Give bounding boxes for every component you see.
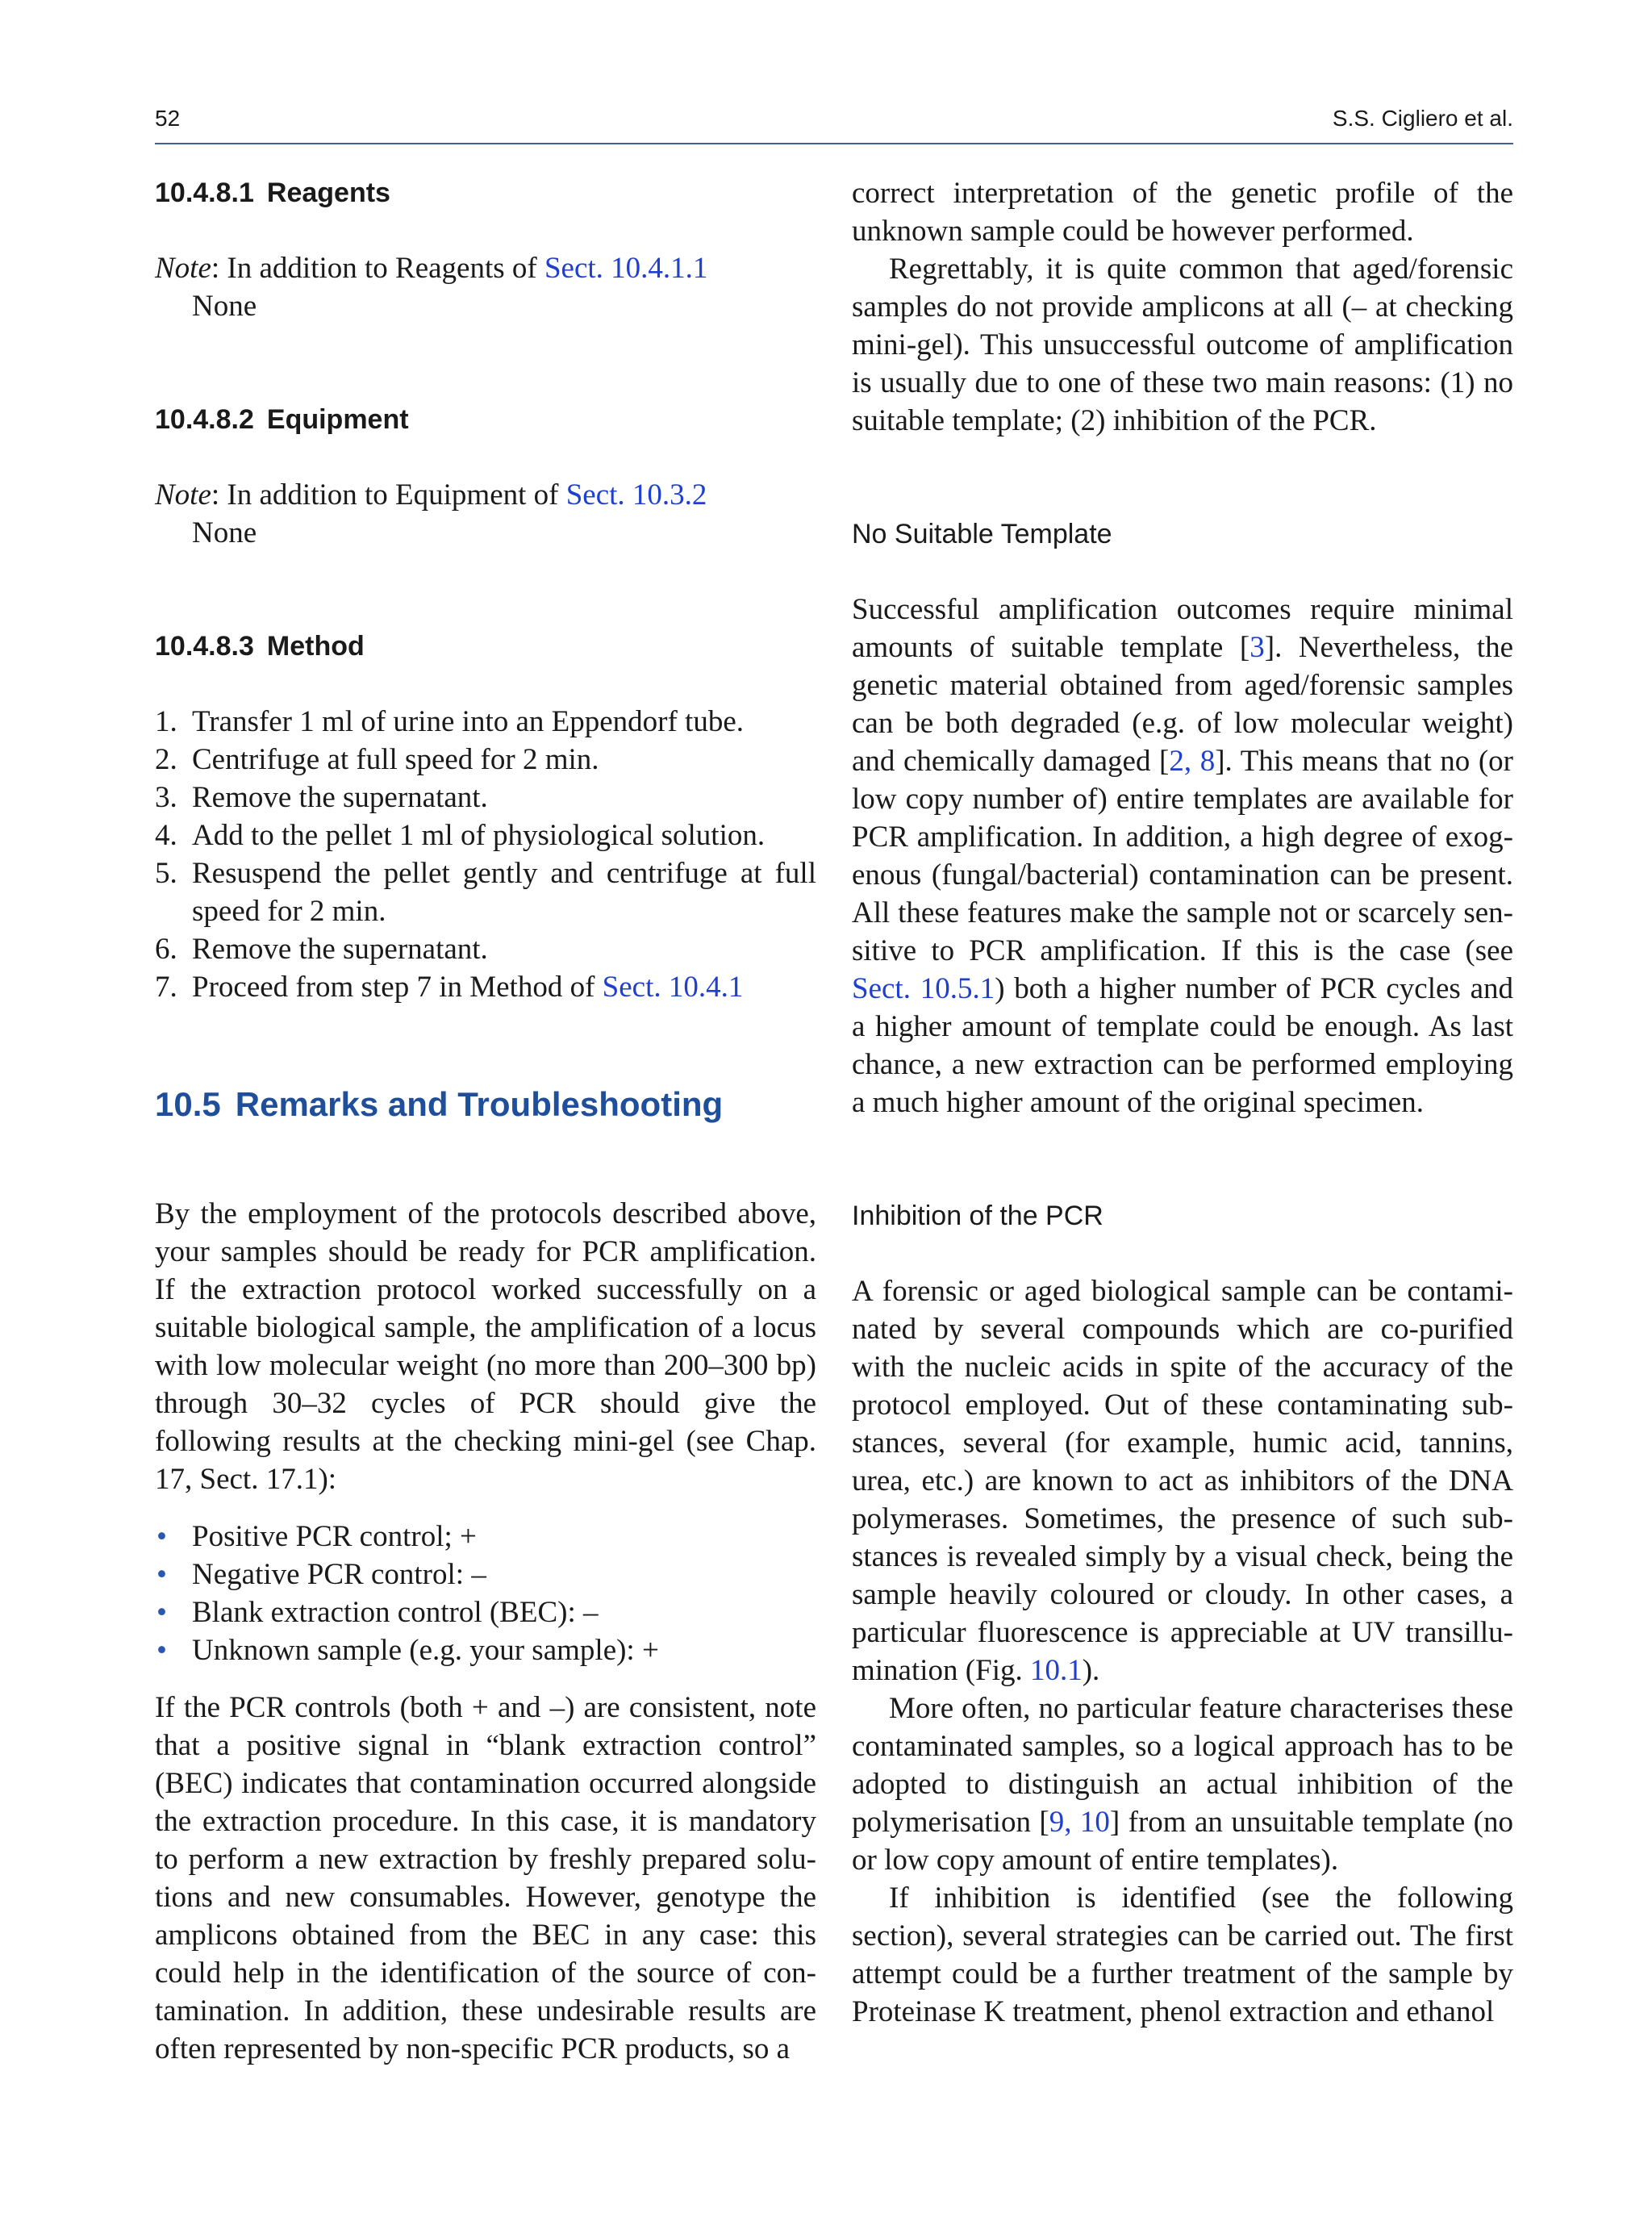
figure-link[interactable]: 10.1 bbox=[1029, 1654, 1083, 1687]
sect-link[interactable]: Sect. 10.3.2 bbox=[565, 478, 707, 512]
heading-number: 10.4.8.2 bbox=[155, 404, 254, 435]
sect-link[interactable]: Sect. 10.4.1.1 bbox=[544, 252, 708, 285]
heading-number: 10.4.8.1 bbox=[155, 177, 254, 208]
heading-number: 10.4.8.3 bbox=[155, 631, 254, 662]
bullet-icon: • bbox=[156, 1634, 167, 1667]
running-head-authors: S.S. Cigliero et al. bbox=[1332, 106, 1513, 131]
list-item: 7. Proceed from step 7 in Method of Sect. 10.4.1 bbox=[155, 971, 744, 1004]
list-item: • Negative PCR control: – bbox=[155, 1556, 816, 1593]
citation-link[interactable]: 3 bbox=[1249, 631, 1265, 664]
list-item: 4. Add to the pellet 1 ml of physiological solution. bbox=[155, 819, 766, 852]
equipment-value: None bbox=[192, 516, 257, 549]
inhibition-paragraph-2: More often, no particular feature characterises these contaminated samples, so a logical approach has to be adopted to distinguish an actual inhibition of the polymerisation [9, 10] from an unsuitable template (no or low copy amount of entire templates). bbox=[852, 1692, 1513, 1877]
heading-no-suitable-template: No Suitable Template bbox=[852, 519, 1112, 549]
sect-link[interactable]: Sect. 10.5.1 bbox=[852, 972, 995, 1005]
heading-title: Reagents bbox=[266, 177, 390, 208]
heading-equipment bbox=[155, 401, 816, 439]
list-item: 6. Remove the supernatant. bbox=[155, 933, 488, 966]
heading-remarks bbox=[155, 1082, 816, 1127]
bullet-icon: • bbox=[156, 1520, 167, 1553]
equipment-note: Note: In addition to Equipment of Sect. 10.3.2 bbox=[155, 478, 707, 512]
citation-link[interactable]: 2, 8 bbox=[1169, 745, 1216, 778]
running-head bbox=[155, 106, 1513, 144]
list-item: 5. Resuspend the pellet gently and centrifuge at full speed for 2 min. bbox=[155, 857, 816, 928]
heading-number: 10.5 bbox=[155, 1085, 221, 1123]
results-list bbox=[155, 1518, 816, 1669]
heading-method bbox=[155, 628, 816, 666]
remarks-paragraph-1: By the employment of the protocols described above, your samples should be ready for PCR amplification. If the extraction protocol worked successfully on a suitable biological sample, the amplification of a locus with low molecular weight (no more than 200–300 bp) through 30–32 cycles of PCR should give the following results at the checking mini-gel (see Chap. 17, Sect. 17.1): bbox=[155, 1197, 816, 1496]
heading-title: Equipment bbox=[266, 404, 409, 435]
right-paragraph-1: correct interpretation of the genetic profile of the unknown sample could be however performed. bbox=[852, 177, 1513, 248]
bullet-icon: • bbox=[156, 1558, 167, 1591]
inhibition-paragraph-3: If inhibition is identified (see the following section), several strategies can be carried out. The first attempt could be a further treatment of the sample by Proteinase K treatment, phenol extraction and ethanol bbox=[852, 1881, 1513, 2028]
list-item: 3. Remove the supernatant. bbox=[155, 781, 488, 814]
list-item: 1. Transfer 1 ml of urine into an Eppendorf tube. bbox=[155, 705, 745, 738]
list-item: • Unknown sample (e.g. your sample): + bbox=[155, 1631, 816, 1669]
right-paragraph-2: Regrettably, it is quite common that aged/forensic samples do not provide amplicons at all (– at checking mini-gel). This unsuccessful outcome of amplification is usually due to one of these two main reasons: (1) no suitable template; (2) inhibition of the PCR. bbox=[852, 253, 1513, 437]
reagents-note: Note: In addition to Reagents of Sect. 10.4.1.1 bbox=[155, 252, 708, 285]
right-column bbox=[852, 174, 1513, 2031]
heading-inhibition: Inhibition of the PCR bbox=[852, 1201, 1103, 1231]
list-item: 2. Centrifuge at full speed for 2 min. bbox=[155, 743, 599, 776]
inhibition-paragraph-1: A forensic or aged biological sample can be contaminated by several compounds which are co-purified with the nucleic acids in spite of the accuracy of the protocol employed. Out of these contaminating substances, several (for example, humic acid, tannins, urea, etc.) are known to act as inhibitors of the DNA polymerases. Sometimes, the presence of such substances is revealed simply by a visual check, being the sample heavily coloured or cloudy. In other cases, a particular fluorescence is appreciable at UV transillumination (Fig. 10.1). bbox=[852, 1275, 1513, 1687]
citation-link[interactable]: 9, 10 bbox=[1049, 1806, 1110, 1839]
heading-reagents bbox=[155, 174, 816, 212]
no-template-paragraph: Successful amplification outcomes require minimal amounts of suitable template [3]. Nevertheless, the genetic material obtained from aged/forensic samples can be both degraded (e.g. of low molecular weight) and chemically damaged [2, 8]. This means that no (or low copy number of) entire templates are available for PCR amplification. In addition, a high degree of exogenous (fungal/bacterial) contamination can be present. All these features make the sample not or scarcely sensitive to PCR amplification. If this is the case (see Sect. 10.5.1) both a higher number of PCR cycles and a higher amount of template could be enough. As last chance, a new extraction can be performed employing a much higher amount of the original specimen. bbox=[852, 593, 1513, 1119]
list-item: • Positive PCR control; + bbox=[155, 1518, 816, 1556]
left-column bbox=[155, 174, 816, 2068]
page-number: 52 bbox=[155, 106, 181, 131]
list-item: • Blank extraction control (BEC): – bbox=[155, 1593, 816, 1631]
bullet-icon: • bbox=[156, 1596, 167, 1629]
remarks-paragraph-2: If the PCR controls (both + and –) are consistent, note that a positive signal in “blank extraction control” (BEC) indicates that contamination occurred alongside the extraction procedure. In this case, it is mandatory to perform a new extraction by freshly prepared solutions and new consumables. However, genotype the amplicons obtained from the BEC in any case: this could help in the identification of the source of contamination. In addition, these undesirable results are often represented by non-specific PCR products, so a bbox=[155, 1691, 816, 2065]
method-steps bbox=[155, 703, 816, 1006]
heading-title: Method bbox=[266, 631, 365, 662]
sect-link[interactable]: Sect. 10.4.1 bbox=[602, 971, 744, 1004]
heading-title: Remarks and Troubleshooting bbox=[235, 1085, 724, 1123]
reagents-value: None bbox=[192, 290, 257, 323]
